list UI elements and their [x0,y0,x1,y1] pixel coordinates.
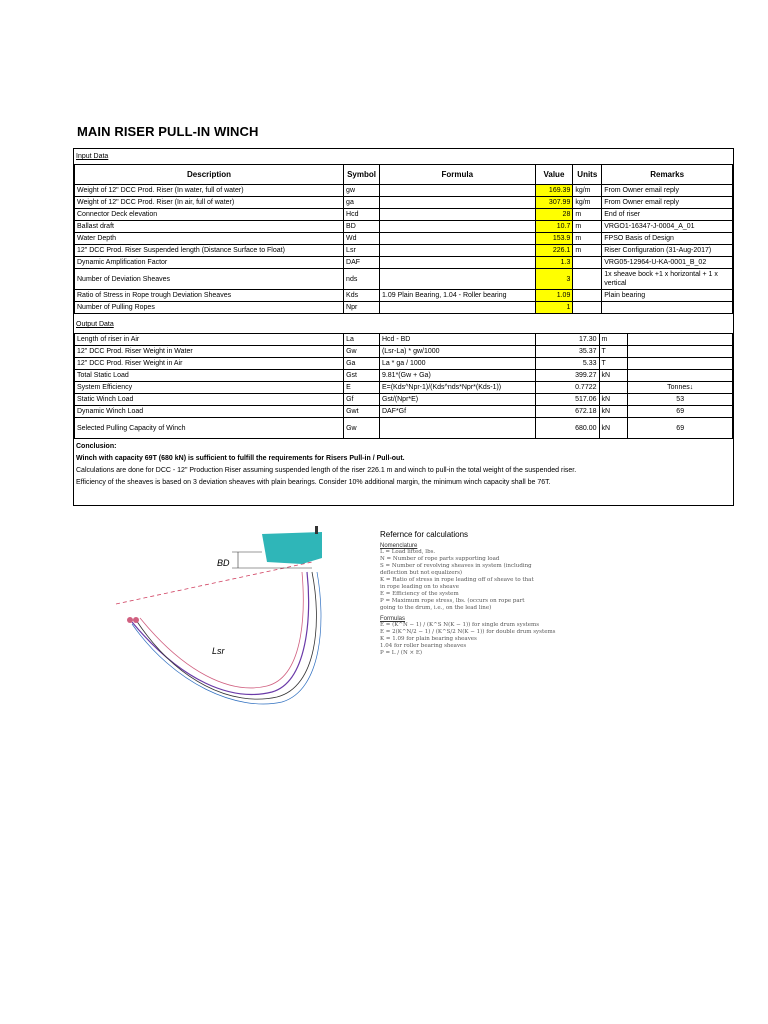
cell-formula [380,233,536,245]
cell-formula [380,245,536,257]
cell-value: 1 [535,302,573,314]
cell-unit [599,382,628,394]
cell-remarks [628,334,733,346]
label-bd: BD [217,558,230,568]
cell-formula [380,221,536,233]
cell-description: Length of riser in Air [75,334,344,346]
table-row [75,346,733,358]
cell-formula [380,257,536,269]
table-row [75,382,733,394]
cell-symbol: ga [344,197,380,209]
conclusion-line: Efficiency of the sheaves is based on 3 deviation sheaves with plain bearings. Consider 10% additional margin, the minimum winch capacity shall be 76T. [76,479,551,486]
cell-remarks: 69 [628,418,733,439]
vessel-mast [315,526,318,534]
cell-description: Connector Deck elevation [75,209,344,221]
cell-unit: m [573,209,602,221]
reference-block [380,530,610,657]
table-row [75,358,733,370]
cell-symbol: La [344,334,380,346]
cell-formula [380,269,536,290]
nomenclature-line: N = Number of rope parts supporting load [380,556,500,562]
cell-description: Number of Pulling Ropes [75,302,344,314]
output-table [74,333,733,439]
header-remarks: Remarks [602,165,733,185]
cell-remarks: Riser Configuration (31-Aug-2017) [602,245,733,257]
cell-description: Dynamic Winch Load [75,406,344,418]
cell-symbol: nds [344,269,380,290]
cell-value: 17.30 [535,334,599,346]
table-row [75,418,733,439]
formula-line: E = (K^N − 1) / (K^S N(K − 1)) for single drum systems [380,622,540,628]
cell-formula [380,185,536,197]
formula-line: 1.04 for roller bearing sheaves [380,643,467,649]
cell-value: 399.27 [535,370,599,382]
riser-curve [132,572,309,694]
cell-formula: Hcd - BD [379,334,535,346]
cell-description: System Efficiency [75,382,344,394]
page-title: MAIN RISER PULL-IN WINCH [77,124,259,139]
formula-line: E = 2(K^N/2 − 1) / (K^S/2 N(K − 1)) for double drum systems [380,629,556,635]
vessel-hull [262,532,322,564]
cell-symbol: Hcd [344,209,380,221]
calculation-sheet [73,148,734,506]
conclusion-heading: Conclusion: [76,443,117,450]
cell-symbol: Gf [344,394,380,406]
cell-remarks: 53 [628,394,733,406]
table-row [75,233,733,245]
table-row [75,245,733,257]
riser-pull-in-diagram [112,522,352,722]
cell-description: Weight of 12" DCC Prod. Riser (In air, full of water) [75,197,344,209]
cell-formula [379,418,535,439]
cell-unit: kN [599,370,628,382]
input-section-label: Input Data [76,153,109,160]
cell-description: Total Static Load [75,370,344,382]
cell-value: 517.06 [535,394,599,406]
cell-unit: kN [599,418,628,439]
header-description: Description [75,165,344,185]
cell-formula: La * ga / 1000 [379,358,535,370]
cell-description: Dynamic Amplification Factor [75,257,344,269]
table-header-row [75,165,733,185]
cell-unit: m [573,221,602,233]
cell-remarks [628,358,733,370]
cell-remarks: From Owner email reply [602,197,733,209]
cell-unit: m [599,334,628,346]
cell-symbol: Ga [344,358,380,370]
nomenclature-line: P = Maximum rope stress, lbs. (occurs on rope part [380,598,525,604]
cell-symbol: Gw [344,346,380,358]
table-row [75,209,733,221]
formulas-label: Formulas [380,616,406,622]
cell-remarks: From Owner email reply [602,185,733,197]
cell-unit [573,269,602,290]
table-row [75,221,733,233]
remark-line: 1x sheave bock +1 x horizontal + 1 x [604,271,718,278]
cell-description: Selected Pulling Capacity of Winch [75,418,344,439]
conclusion-line: Calculations are done for DCC - 12" Production Riser assuming suspended length of the riser 226.1 m and winch to pull-in the total weight of the suspended riser. [76,467,577,474]
table-row [75,406,733,418]
cell-unit: T [599,346,628,358]
table-row [75,257,733,269]
table-row [75,269,733,290]
cell-symbol: gw [344,185,380,197]
cell-symbol: Gw [344,418,380,439]
header-formula: Formula [380,165,536,185]
reference-title: Refernce for calculations [380,530,469,539]
cell-unit: m [573,233,602,245]
cell-value: 672.18 [535,406,599,418]
cell-formula [380,197,536,209]
cell-value: 169.39 [535,185,573,197]
formula-line: K = 1.09 for plain bearing sheaves [380,636,477,642]
cell-value: 5.33 [535,358,599,370]
label-lsr: Lsr [212,646,225,656]
nomenclature-line: S = Number of revolving sheaves in system (including [380,563,532,569]
conclusion [76,441,731,489]
table-row [75,185,733,197]
cell-remarks: Plain bearing [602,290,733,302]
cell-formula: 1.09 Plain Bearing, 1.04 - Roller bearing [380,290,536,302]
cell-value: 10.7 [535,221,573,233]
cell-value: 3 [535,269,573,290]
nomenclature-line: in rope leading on to sheave [380,584,460,590]
cell-value: 680.00 [535,418,599,439]
table-row [75,370,733,382]
nomenclature-line: E = Efficiency of the system [380,591,459,597]
cell-description: Water Depth [75,233,344,245]
cell-value: 35.37 [535,346,599,358]
cell-description: 12" DCC Prod. Riser Weight in Water [75,346,344,358]
riser-curve [140,572,303,688]
cell-remarks: VRG05-12964-U-KA-0001_B_02 [602,257,733,269]
cell-description: Ratio of Stress in Rope trough Deviation Sheaves [75,290,344,302]
nomenclature-label: Nomenclature [380,543,418,549]
formula-line: P = L / (N × E) [380,650,423,656]
cell-remarks: 69 [628,406,733,418]
cell-remarks: Tonnes↓ [628,382,733,394]
cell-formula [380,302,536,314]
cell-symbol: Gwt [344,406,380,418]
nomenclature-line: K = Ratio of stress in rope leading off of sheave to that [380,577,534,583]
cell-unit: kg/m [573,185,602,197]
cell-symbol: Kds [344,290,380,302]
cell-description: 12" DCC Prod. Riser Weight in Air [75,358,344,370]
float [133,617,139,623]
input-table [74,164,733,314]
table-row [75,290,733,302]
cell-remarks [602,302,733,314]
cell-remarks [628,370,733,382]
cell-remarks [628,346,733,358]
cell-symbol: DAF [344,257,380,269]
cell-formula: DAF*Gf [379,406,535,418]
cell-remarks: FPSO Basis of Design [602,233,733,245]
cell-formula: (Lsr-La) * gw/1000 [379,346,535,358]
cell-symbol: Gst [344,370,380,382]
cell-unit: kg/m [573,197,602,209]
header-value: Value [535,165,573,185]
cell-formula [380,209,536,221]
cell-description: 12" DCC Prod. Riser Suspended length (Distance Surface to Float) [75,245,344,257]
cell-symbol: Npr [344,302,380,314]
conclusion-line: Winch with capacity 69T (680 kN) is sufficient to fulfill the requirements for Risers Pull-in / Pull-out. [76,455,405,462]
cell-value: 1.3 [535,257,573,269]
cell-symbol: BD [344,221,380,233]
cell-unit [573,290,602,302]
cell-value: 28 [535,209,573,221]
nomenclature-line: going to the drum, i.e., on the lead line) [380,605,492,611]
header-units: Units [573,165,602,185]
cell-value: 0.7722 [535,382,599,394]
cell-remarks: End of riser [602,209,733,221]
cell-unit: m [573,245,602,257]
table-row [75,302,733,314]
nomenclature-line: deflection but not equalizers) [380,570,463,576]
cell-unit [573,302,602,314]
float [127,617,133,623]
cell-value: 226.1 [535,245,573,257]
table-row [75,334,733,346]
cell-formula: E=(Kds^Npr-1)/(Kds^nds*Npr*(Kds-1)) [379,382,535,394]
output-section-label: Output Data [76,321,114,328]
table-row [75,197,733,209]
cell-value: 307.99 [535,197,573,209]
cell-value: 153.9 [535,233,573,245]
cell-remarks: VRGO1-16347-J-0004_A_01 [602,221,733,233]
cell-value: 1.09 [535,290,573,302]
cell-formula: Gst/(Npr*E) [379,394,535,406]
remark-line: vertical [604,280,627,287]
cell-remarks [602,269,733,290]
cell-symbol: E [344,382,380,394]
cell-description: Ballast draft [75,221,344,233]
table-row [75,394,733,406]
cell-symbol: Wd [344,233,380,245]
cell-symbol: Lsr [344,245,380,257]
nomenclature-line: L = Load lifted, lbs. [380,549,436,555]
cell-description: Static Winch Load [75,394,344,406]
cell-unit: kN [599,394,628,406]
cell-description: Number of Deviation Sheaves [75,269,344,290]
cell-unit: T [599,358,628,370]
cell-description: Weight of 12" DCC Prod. Riser (In water, full of water) [75,185,344,197]
cell-unit: kN [599,406,628,418]
cell-unit [573,257,602,269]
header-symbol: Symbol [344,165,380,185]
cell-formula: 9.81*(Gw + Ga) [379,370,535,382]
